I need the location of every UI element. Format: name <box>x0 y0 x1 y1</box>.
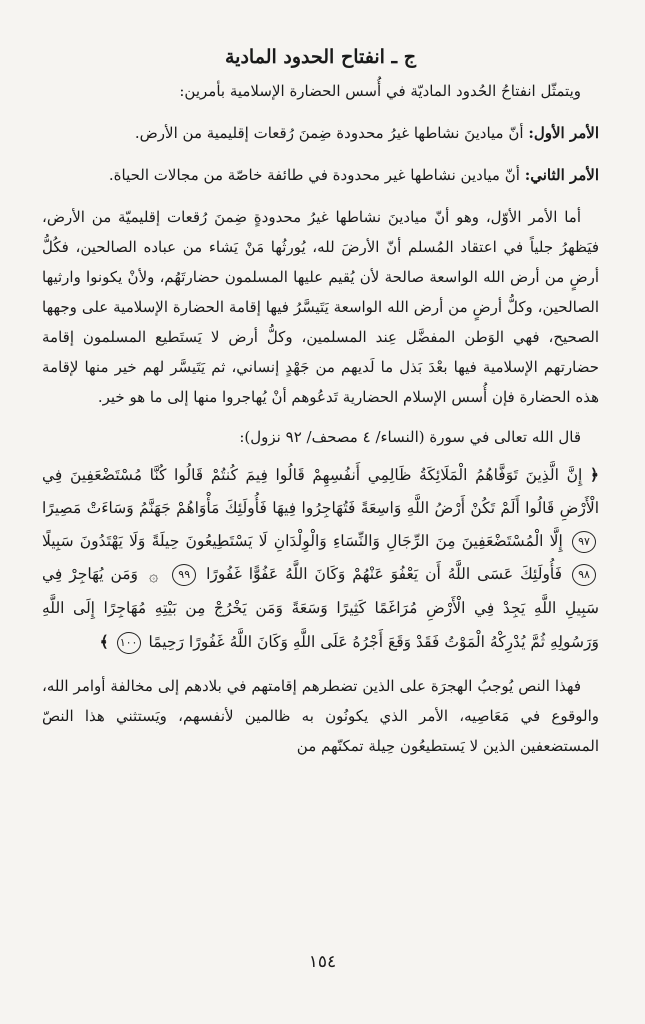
second-point-term: الأمر الثاني: <box>524 166 599 184</box>
first-point-term: الأمر الأول: <box>528 124 599 142</box>
page-number: ١٥٤ <box>308 952 337 972</box>
quran-verses <box>42 458 599 659</box>
spacer <box>42 148 599 160</box>
verse-number-97: ٩٧ <box>572 531 596 553</box>
verse-99: فَأُولَئِكَ عَسَى اللَّهُ أَن يَعْفُوَ عَنْهُمْ وَكَانَ اللَّهُ عَفُوًّا غَفُورًا <box>206 565 563 583</box>
second-point-text: أنّ ميادين نشاطها غير محدودة في طائفة خاصّة من مجالات الحياة. <box>108 166 520 184</box>
verse-number-100: ١٠٠ <box>117 632 141 654</box>
verse-number-98: ٩٨ <box>572 564 596 586</box>
quote-intro: قال الله تعالى في سورة (النساء/ ٤ مصحف/ ٩٢ نزول): <box>239 428 581 446</box>
spacer <box>42 659 599 671</box>
closing-paragraph: فهذا النص يُوجبُ الهجرَة على الذين تضطرهم إقامتهم في بلادهم إلى مخالفة أوامر الله، والوقوع في مَعَاصِيه، الأمر الذي يكونُون به ظالمين لأنفسهم، ويَستثني هذا النصّ المستضعفين الذين لا يَستطيعُون حِيلة تمكنّهم من <box>42 676 599 755</box>
rub-el-hizb-icon: ۞ <box>148 565 159 585</box>
second-point <box>42 160 599 190</box>
first-point <box>42 118 599 148</box>
spacer <box>42 190 599 202</box>
first-point-text: أنّ ميادينَ نشاطها غيرُ محدودة ضِمنَ رُقعات إقليمية من الأرض. <box>134 124 524 142</box>
verse-97: إِنَّ الَّذِينَ تَوَفَّاهُمُ الْمَلَائِكَةُ ظَالِمِي أَنفُسِهِمْ قَالُوا فِيمَ كُنتُمْ قَالُوا كُنَّا مُسْتَضْعَفِينَ فِي الْأَرْضِ قَالُوا أَلَمْ تَكُنْ أَرْضُ اللَّهِ وَاسِعَةً فَتُهَاجِرُوا فِيهَا فَأُولَئِكَ مَأْوَاهُمْ جَهَنَّمُ وَسَاءَتْ مَصِيرًا <box>42 466 599 517</box>
section-heading: ج ـ انفتاح الحدود المادية <box>225 46 416 68</box>
intro-paragraph: ويتمثّل انفتاحُ الحُدود الماديّة في أُسس الحضارة الإسلامية بأمرين: <box>179 82 581 100</box>
verse-close-bracket: ﴾ <box>99 631 109 651</box>
main-paragraph: أما الأمر الأوّل، وهو أنّ ميادينَ نشاطها غيرُ محدودةٍ ضِمنَ رُقعات إقليميّة من الأرض، فيَظهرُ جلياً في اعتقاد المُسلم أنّ الأرضَ لله، يُورثُها مَنْ يَشاء من عباده الصالحين، فكُلُّ أرضٍ من أرض الله الواسعة صالحة لأن يُقيم عليها المسلمون حضارتَهُم، ولأنْ يكونوا وارثيها الصالحين، وكلُّ أرضٍ من أرض الله الواسعة يَتَيسَّرُ فيها إقامة الحضارة الإسلامية على وجهها الصحيح، فهي الوَطن المفضَّل عِند المسلمين، وكلُّ أرض لا يَستَطيع المسلمون إقامة حضارتهم الإسلامية فيها بعْدَ بَذل ما لَديهم من جَهْدٍ إنساني، ثم يَتَيسَّر لهم خير منها لإقامة هذه الحضارة فإن أُسس الإسلام الحضارية تَدعُوهم أنْ يُهاجروا منها إلى ما هو خير. <box>42 208 599 406</box>
verse-98: إِلَّا الْمُسْتَضْعَفِينَ مِنَ الرِّجَالِ وَالنِّسَاءِ وَالْوِلْدَانِ لَا يَسْتَطِيعُونَ حِيلَةً وَلَا يَهْتَدُونَ سَبِيلًا <box>42 532 563 550</box>
verse-number-99: ٩٩ <box>172 564 196 586</box>
verse-open-bracket: ﴿ <box>589 465 599 484</box>
verse-100: وَمَن يُهَاجِرْ فِي سَبِيلِ اللَّهِ يَجِدْ فِي الْأَرْضِ مُرَاغَمًا كَثِيرًا وَسَعَةً وَمَن يَخْرُجْ مِن بَيْتِهِ مُهَاجِرًا إِلَى اللَّهِ وَرَسُولِهِ ثُمَّ يُدْرِكْهُ الْمَوْتُ فَقَدْ وَقَعَ أَجْرُهُ عَلَى اللَّهِ وَكَانَ اللَّهُ غَفُورًا رَحِيمًا <box>42 565 599 651</box>
spacer <box>42 106 599 118</box>
